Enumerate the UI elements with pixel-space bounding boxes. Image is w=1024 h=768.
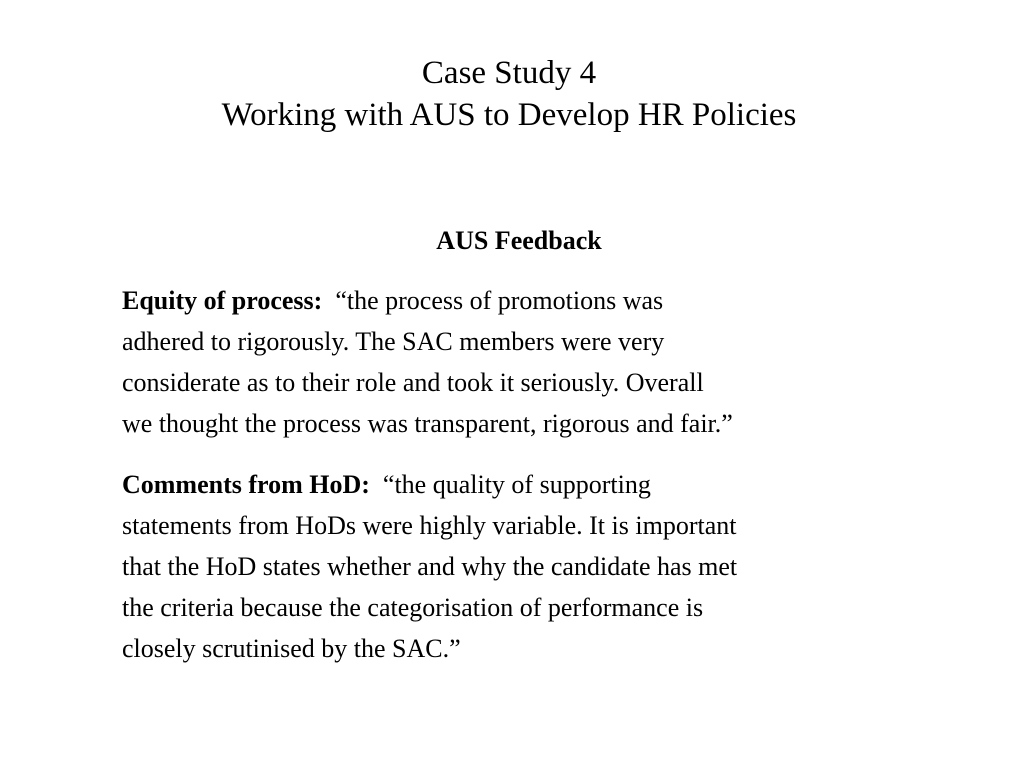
equity-text-2: adhered to rigorously. The SAC members were very	[122, 327, 665, 356]
equity-paragraph	[122, 280, 952, 444]
equity-text-1: “the process of promotions was	[335, 286, 664, 315]
hod-text-3: that the HoD states whether and why the candidate has met	[122, 552, 738, 581]
title-line-2: Working with AUS to Develop HR Policies	[221, 97, 797, 133]
equity-label: Equity of process:	[122, 286, 323, 315]
hod-line-1	[122, 464, 952, 505]
title-line-1: Case Study 4	[421, 55, 597, 91]
hod-text-4: the criteria because the categorisation of performance is	[122, 593, 704, 622]
slide-title	[0, 52, 1018, 136]
hod-text-2: statements from HoDs were highly variable. It is important	[122, 511, 737, 540]
equity-line-1	[122, 280, 952, 321]
equity-text-4: we thought the process was transparent, rigorous and fair.”	[122, 409, 733, 438]
hod-text-1: “the quality of supporting	[382, 470, 651, 499]
hod-text-5: closely scrutinised by the SAC.”	[122, 634, 461, 663]
equity-text-3: considerate as to their role and took it seriously. Overall	[122, 368, 704, 397]
section-heading: AUS Feedback	[436, 226, 602, 255]
hod-label: Comments from HoD:	[122, 470, 370, 499]
hod-comments-paragraph	[122, 464, 952, 669]
